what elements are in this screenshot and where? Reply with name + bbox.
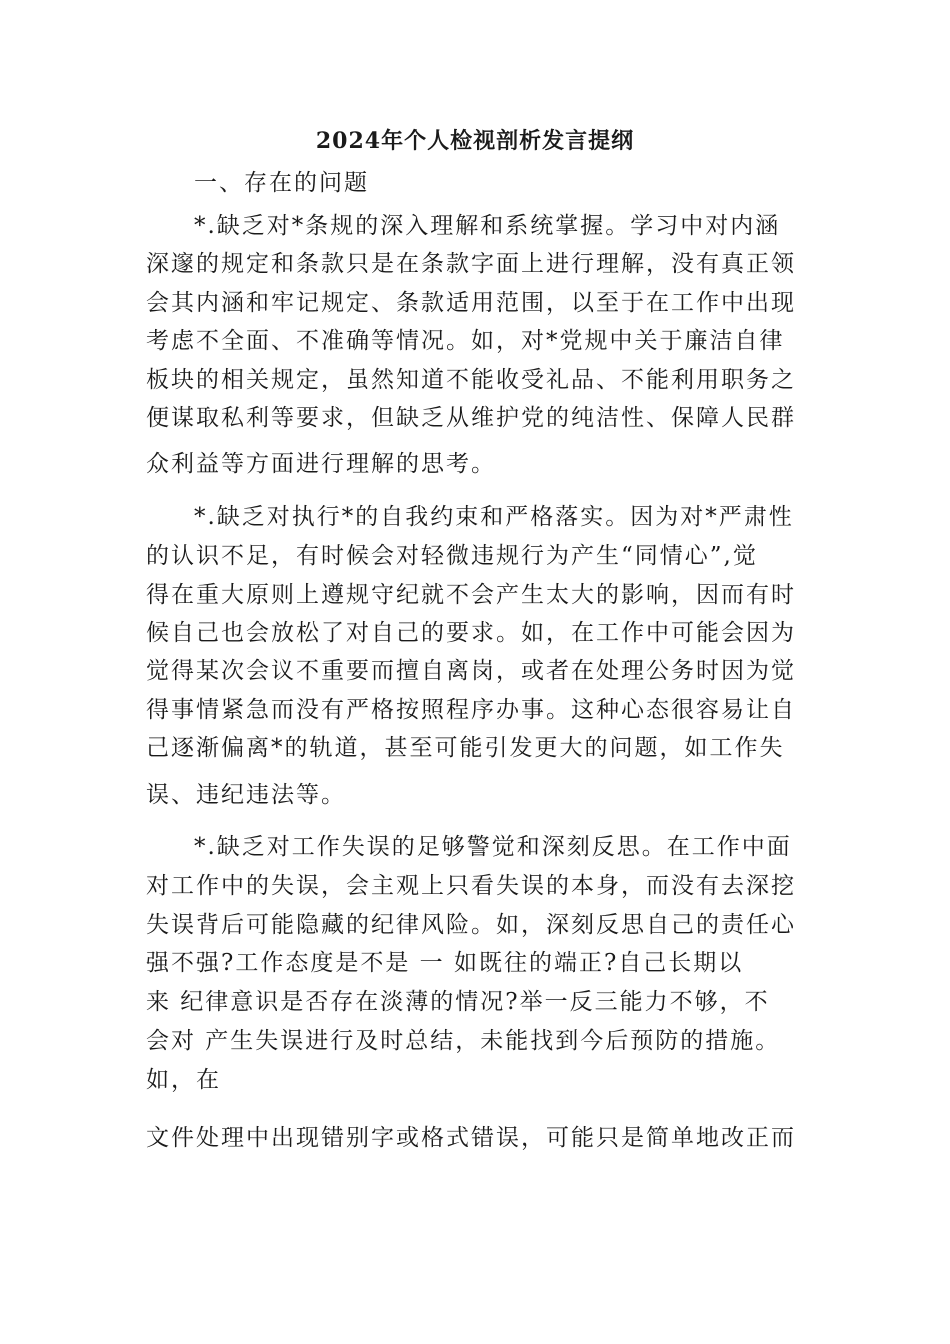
paragraph-line: 候自己也会放松了对自己的要求。如，在工作中可能会因为 [146,620,796,646]
paragraph-line: 误、违纪违法等。 [146,782,346,808]
paragraph-line: 众利益等方面进行理解的思考。 [146,451,496,477]
paragraph-line: 来 纪律意识是否存在淡薄的情况?举一反三能力不够，不 [146,989,770,1015]
paragraph-line: 会其内涵和牢记规定、条款适用范围，以至于在工作中出现 [146,290,796,316]
paragraph-line: *.缺乏对工作失误的足够警觉和深刻反思。在工作中面 [194,834,792,860]
paragraph-line: 深邃的规定和条款只是在条款字面上进行理解，没有真正领 [146,251,796,277]
paragraph-line: 得事情紧急而没有严格按照程序办事。这种心态很容易让自 [146,697,796,723]
paragraph-line: 板块的相关规定，虽然知道不能收受礼品、不能利用职务之 [146,367,796,393]
paragraph-line: 失误背后可能隐藏的纪律风险。如，深刻反思自己的责任心 [146,912,796,938]
section-heading: 一、存在的问题 [194,170,369,196]
paragraph-line: 文件处理中出现错别字或格式错误，可能只是简单地改正而 [146,1125,796,1151]
paragraph-line: 觉得某次会议不重要而擅自离岗，或者在处理公务时因为觉 [146,658,796,684]
document-title: 2024年个人检视剖析发言提纲 [315,128,635,154]
paragraph-line: 会对 产生失误进行及时总结，未能找到今后预防的措施。 [146,1028,781,1054]
paragraph-line: 得在重大原则上遵规守纪就不会产生太大的影响，因而有时 [146,582,796,608]
paragraph-line: *.缺乏对*条规的深入理解和系统掌握。学习中对内涵 [194,213,781,239]
paragraph-line: 如，在 [146,1067,221,1093]
paragraph-line: *.缺乏对执行*的自我约束和严格落实。因为对*严肃性 [194,504,794,530]
paragraph-line: 便谋取私利等要求，但缺乏从维护党的纯洁性、保障人民群 [146,405,796,431]
paragraph-line: 强不强?工作态度是不是 一 如既往的端正?自己长期以 [146,950,744,976]
paragraph-line: 的认识不足，有时候会对轻微违规行为产生“同情心”,觉 [146,543,758,569]
paragraph-line: 己逐渐偏离*的轨道，甚至可能引发更大的问题，如工作失 [146,735,785,761]
paragraph-line: 对工作中的失误，会主观上只看失误的本身，而没有去深挖 [146,873,796,899]
paragraph-line: 考虑不全面、不准确等情况。如，对*党规中关于廉洁自律 [146,328,785,354]
